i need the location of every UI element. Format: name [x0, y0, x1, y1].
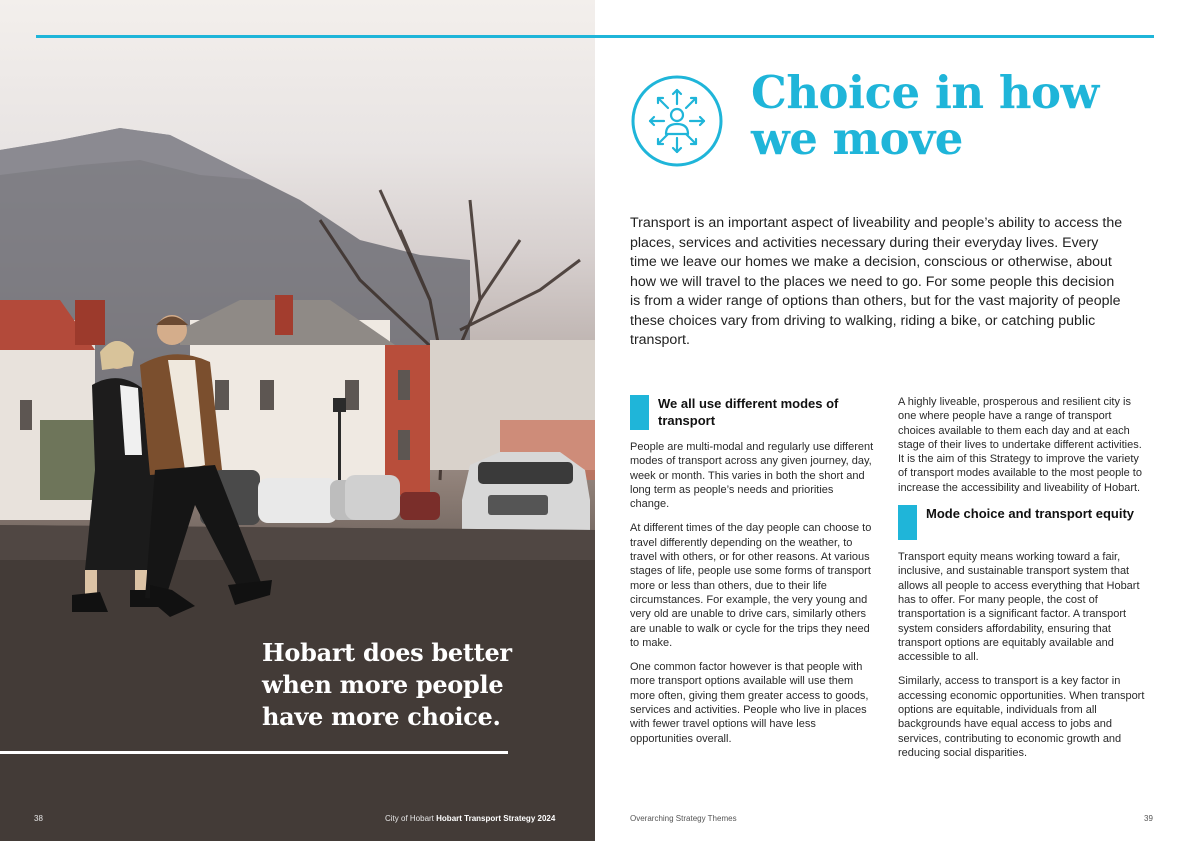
- section-heading-modes: [630, 395, 875, 430]
- body-paragraph: Similarly, access to transport is a key factor in accessing economic opportunities. When transport options are equitable, individuals from all backgrounds have equal access to jobs and services, contributing to economic growth and reducing social disparities.: [898, 675, 1145, 759]
- heading-text: Mode choice and transport equity: [926, 506, 1135, 522]
- document-title-footer: [385, 814, 555, 823]
- top-accent-rule: [36, 35, 1154, 38]
- column-left: [630, 395, 875, 756]
- body-paragraph: Transport equity means working toward a fair, inclusive, and sustainable transport system that allows all people to access everything that Hobart has to offer. For many people, the cost of transportation is a significant factor. A transport system considers affordability, ensuring that transport options are equitably available and accessible to all.: [898, 551, 1140, 664]
- heading-accent-bar: [898, 505, 917, 540]
- page-headline: Choice in how we move: [751, 66, 1099, 165]
- body-paragraph: At different times of the day people can choose to travel differently depending on the weather, to travel with others, or for other reasons. At various stages of life, people use some forms of transport more or less than others, due to their life circumstances. For example, the very young and very old are unable to drive cars, similarly others are unable to walk or cycle for the trips they need to make.: [630, 522, 872, 649]
- quote-underline: [0, 751, 508, 754]
- section-footer-label: Overarching Strategy Themes: [630, 814, 737, 823]
- page-number-right: 39: [1144, 814, 1153, 823]
- doc-title: Hobart Transport Strategy 2024: [436, 814, 556, 823]
- pull-quote: Hobart does better when more people have more choice.: [262, 638, 512, 731]
- page-number-left: 38: [34, 814, 43, 823]
- column-right: [898, 395, 1148, 770]
- body-paragraph: One common factor however is that people with more transport options available will use them more often, giving them greater access to goods, services and activities. People who live in places with fewer travel options will have less opportunities overall.: [630, 661, 869, 745]
- org-name: City of Hobart: [385, 814, 437, 823]
- section-heading-equity: [898, 505, 1148, 540]
- heading-accent-bar: [630, 395, 649, 430]
- body-paragraph: People are multi-modal and regularly use different modes of transport across any given journey, day, week or month. This varies in both the short and long term as people’s needs and priorities change.: [630, 441, 874, 511]
- heading-text: We all use different modes of transport: [658, 396, 839, 428]
- lead-paragraph: A highly liveable, prosperous and resilient city is one where people have a range of transport choices available to them each day and at each stage of their lives to undertake different activities. It is the aim of this Strategy to improve the variety of transport modes available to the most people to increase the accessibility and liveability of Hobart.: [898, 396, 1142, 494]
- people-arrows-icon: [630, 74, 724, 168]
- intro-paragraph: Transport is an important aspect of liveability and people’s ability to access the places, services and activities necessary during their everyday lives. Every time we leave our homes we make a decision, conscious or otherwise, about how we will travel to the places we need to go. For some people this decision is from a wider range of options than others, but for the vast majority of people these choices vary from driving to walking, riding a bike, or catching public transport.: [630, 215, 1123, 348]
